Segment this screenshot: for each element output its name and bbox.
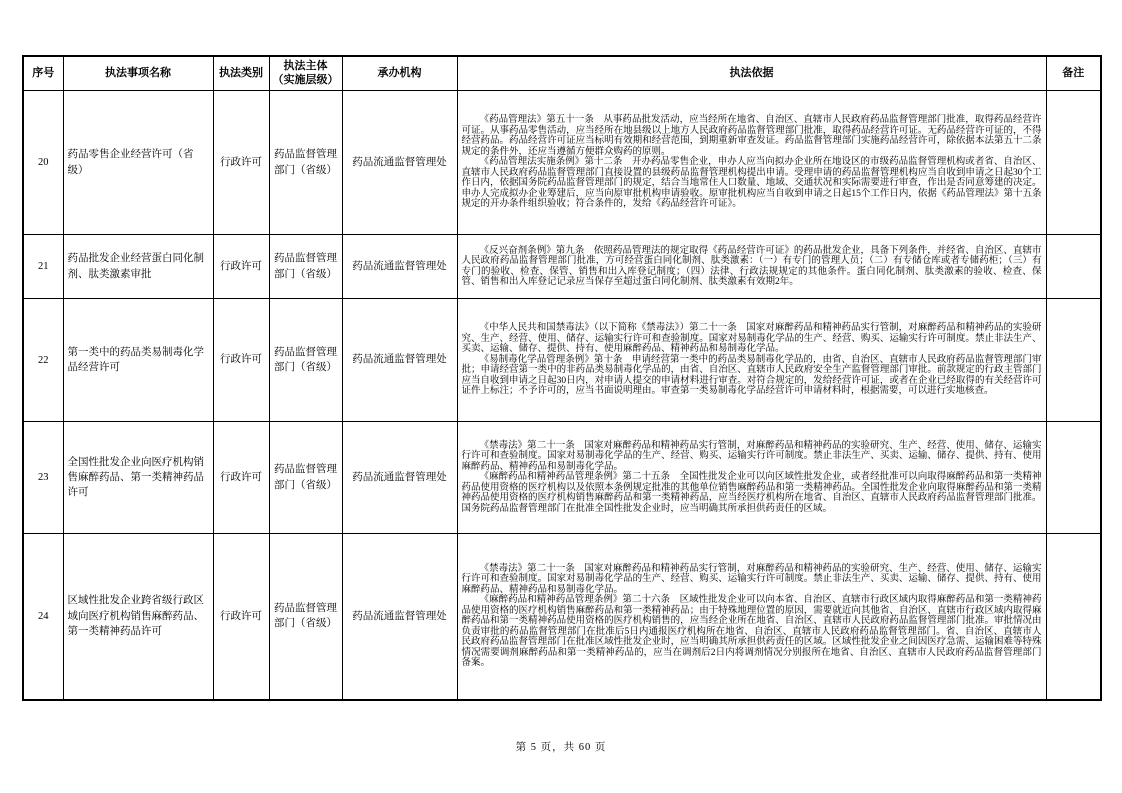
remark-cell [1046, 534, 1101, 700]
col-header-basis: 执法依据 [457, 56, 1046, 91]
agency-cell: 药品流通监督管理处 [342, 91, 457, 235]
item-name-cell: 药品零售企业经营许可（省级） [63, 91, 213, 235]
subject-cell: 药品监督管理部门（省级） [269, 235, 342, 299]
col-header-seq: 序号 [23, 56, 63, 91]
remark-cell [1046, 91, 1101, 235]
subject-cell: 药品监督管理部门（省级） [269, 422, 342, 534]
table-row [23, 91, 1101, 235]
basis-cell [457, 91, 1046, 235]
table-row [23, 422, 1101, 534]
basis-paragraph: 《中华人民共和国禁毒法》（以下简称《禁毒法》）第二十一条 国家对麻醉药品和精神药品实行管制，对麻醉药品和精神药品的实验研究、生产、经营、使用、储存、运输实行许可和查验制度。国家对易制毒化学品的生产、经营、购买、运输实行许可制度。禁止非法生产、买卖、运输、储存、提供、持有、使用麻醉药品、精神药品和易制毒化学品。 [461, 323, 1042, 355]
table-row [23, 235, 1101, 299]
category-cell: 行政许可 [213, 534, 269, 700]
agency-cell: 药品流通监督管理处 [342, 422, 457, 534]
col-header-item-name: 执法事项名称 [63, 56, 213, 91]
remark-cell [1046, 235, 1101, 299]
category-cell: 行政许可 [213, 299, 269, 422]
subject-cell: 药品监督管理部门（省级） [269, 299, 342, 422]
col-header-subject-line1: 执法主体 [283, 59, 328, 72]
seq-cell: 22 [23, 299, 63, 422]
seq-cell: 21 [23, 235, 63, 299]
basis-cell [457, 235, 1046, 299]
page-footer: 第 5 页，共 60 页 [515, 742, 607, 753]
basis-paragraph: 《药品管理法》第五十一条 从事药品批发活动，应当经所在地省、自治区、直辖市人民政府药品监督管理部门批准，取得药品经营许可证。从事药品零售活动，应当经所在地县级以上地方人民政府药品监督管理部门批准，取得药品经营许可证。无药品经营许可证的，不得经营药品。药品经营许可证应当标明有效期和经营范围，到期重新审查发证。药品监督管理部门实施药品经营许可，除依据本法第五十二条规定的条件外，还应当遵循方便群众购药的原则。 [461, 115, 1042, 157]
basis-paragraph: 《药品管理法实施条例》第十二条 开办药品零售企业，申办人应当向拟办企业所在地设区的市级药品监督管理机构或者省、自治区、直辖市人民政府药品监督管理部门直接设置的县级药品监督管理机构提出申请。受理申请的药品监督管理机构应当自收到申请之日起30个工作日内，依据国务院药品监督管理部门的规定，结合当地常住人口数量、地域、交通状况和实际需要进行审查，作出是否同意筹建的决定。申办人完成拟办企业筹建后，应当向原审批机构申请验收。原审批机构应当自收到申请之日起15个工作日内，依据《药品管理法》第十五条规定的开办条件组织验收；符合条件的，发给《药品经营许可证》。 [461, 157, 1042, 210]
col-header-subject-line2: （实施层级） [272, 73, 339, 86]
basis-paragraph: 《麻醉药品和精神药品管理条例》第二十五条 全国性批发企业可以向区域性批发企业，或者经批准可以向取得麻醉药品和第一类精神药品使用资格的医疗机构以及依照本条例规定批准的其他单位销售麻醉药品和第一类精神药品。全国性批发企业向取得麻醉药品和第一类精神药品使用资格的医疗机构销售麻醉药品和第一类精神药品，应当经医疗机构所在地省、自治区、直辖市人民政府药品监督管理部门批准。国务院药品监督管理部门在批准全国性批发企业时，应当明确其所承担供药责任的区域。 [461, 472, 1042, 514]
agency-cell: 药品流通监督管理处 [342, 235, 457, 299]
seq-cell: 20 [23, 91, 63, 235]
basis-cell [457, 534, 1046, 700]
basis-paragraph: 《易制毒化学品管理条例》第十条 申请经营第一类中的药品类易制毒化学品的，由省、自治区、直辖市人民政府药品监督管理部门审批；申请经营第一类中的非药品类易制毒化学品的，由省、自治区、直辖市人民政府安全生产监督管理部门审批。前款规定的行政主管部门应当自收到申请之日起30日内，对申请人提交的申请材料进行审查。对符合规定的，发给经营许可证，或者在企业已经取得的有关经营许可证件上标注；不予许可的，应当书面说明理由。审查第一类易制毒化学品经营许可申请材料时，根据需要，可以进行实地核查。 [461, 354, 1042, 397]
category-cell: 行政许可 [213, 422, 269, 534]
col-header-subject [269, 56, 342, 91]
basis-paragraph: 《麻醉药品和精神药品管理条例》第二十六条 区域性批发企业可以向本省、自治区、直辖市行政区域内取得麻醉药品和第一类精神药品使用资格的医疗机构销售麻醉药品和第一类精神药品；由于特殊地理位置的原因，需要就近向其他省、自治区、直辖市行政区域内取得麻醉药品和第一类精神药品使用资格的医疗机构销售的，应当经企业所在地省、自治区、直辖市人民政府药品监督管理部门批准。审批情况由负责审批的药品监督管理部门在批准后5日内通报医疗机构所在地省、自治区、直辖市人民政府药品监督管理部门。省、自治区、直辖市人民政府药品监督管理部门在批准区域性批发企业时，应当明确其所承担供药责任的区域。区域性批发企业之间因医疗急需、运输困难等特殊情况需要调剂麻醉药品和第一类精神药品的，应当在调剂后2日内将调剂情况分别报所在地省、自治区、直辖市人民政府药品监督管理部门备案。 [461, 595, 1042, 669]
item-name-cell: 全国性批发企业向医疗机构销售麻醉药品、第一类精神药品许可 [63, 422, 213, 534]
subject-cell: 药品监督管理部门（省级） [269, 91, 342, 235]
col-header-agency: 承办机构 [342, 56, 457, 91]
category-cell: 行政许可 [213, 91, 269, 235]
item-name-cell: 区域性批发企业跨省级行政区域向医疗机构销售麻醉药品、第一类精神药品许可 [63, 534, 213, 700]
category-cell: 行政许可 [213, 235, 269, 299]
remark-cell [1046, 299, 1101, 422]
table-row [23, 299, 1101, 422]
item-name-cell: 第一类中的药品类易制毒化学品经营许可 [63, 299, 213, 422]
col-header-remark: 备注 [1046, 56, 1101, 91]
basis-paragraph: 《反兴奋剂条例》第九条 依照药品管理法的规定取得《药品经营许可证》的药品批发企业，具备下列条件，并经省、自治区、直辖市人民政府药品监督管理部门批准，方可经营蛋白同化制剂、肽类激素：（一）有专门的管理人员；（二）有专储仓库或者专储药柜；（三）有专门的验收、检查、保管、销售和出入库登记制度；（四）法律、行政法规规定的其他条件。蛋白同化制剂、肽类激素的验收、检查、保管、销售和出入库登记记录应当保存至超过蛋白同化制剂、肽类激素有效期2年。 [461, 245, 1042, 287]
header-row [23, 56, 1101, 91]
enforcement-items-table [22, 55, 1102, 701]
basis-cell [457, 422, 1046, 534]
agency-cell: 药品流通监督管理处 [342, 299, 457, 422]
table-row [23, 534, 1101, 700]
basis-paragraph: 《禁毒法》第二十一条 国家对麻醉药品和精神药品实行管制，对麻醉药品和精神药品的实验研究、生产、经营、使用、储存、运输实行许可和查验制度。国家对易制毒化学品的生产、经营、购买、运输实行许可制度。禁止非法生产、买卖、运输、储存、提供、持有、使用麻醉药品、精神药品和易制毒化学品。 [461, 440, 1042, 472]
subject-cell: 药品监督管理部门（省级） [269, 534, 342, 700]
basis-cell [457, 299, 1046, 422]
col-header-category: 执法类别 [213, 56, 269, 91]
seq-cell: 24 [23, 534, 63, 700]
item-name-cell: 药品批发企业经营蛋白同化制剂、肽类激素审批 [63, 235, 213, 299]
remark-cell [1046, 422, 1101, 534]
agency-cell: 药品流通监督管理处 [342, 534, 457, 700]
basis-paragraph: 《禁毒法》第二十一条 国家对麻醉药品和精神药品实行管制，对麻醉药品和精神药品的实验研究、生产、经营、使用、储存、运输实行许可和查验制度。国家对易制毒化学品的生产、经营、购买、运输实行许可制度。禁止非法生产、买卖、运输、储存、提供、持有、使用麻醉药品、精神药品和易制毒化学品。 [461, 563, 1042, 595]
seq-cell: 23 [23, 422, 63, 534]
